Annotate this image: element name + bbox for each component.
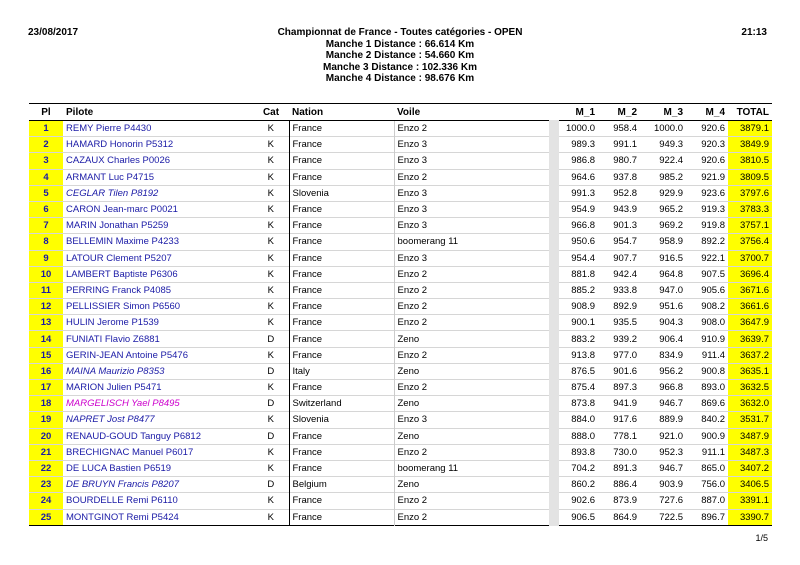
- col-header-pilote: Pilote: [63, 104, 253, 121]
- total-score: 3757.1: [728, 218, 772, 234]
- pilot-name: MONTGINOT Remi P5424: [66, 511, 179, 523]
- m1-score: 876.5: [571, 365, 595, 377]
- category-cell: D: [267, 365, 275, 377]
- nation-cell: France: [289, 299, 394, 315]
- m1-score: 884.0: [571, 414, 595, 426]
- m3-score: 1000.0: [653, 123, 683, 135]
- m2-score: 886.4: [613, 479, 637, 491]
- manche-3-distance: Manche 3 Distance : 102.336 Km: [323, 61, 477, 73]
- category-cell: K: [267, 495, 274, 507]
- table-row: [29, 266, 772, 282]
- category-cell: K: [267, 171, 274, 183]
- col-header-m2: M_2: [598, 104, 640, 121]
- m4-score: 920.3: [701, 139, 725, 151]
- m1-score: 881.8: [571, 268, 595, 280]
- m3-score: 921.0: [659, 430, 683, 442]
- m1-score: 991.3: [571, 187, 595, 199]
- pilot-name: CAZAUX Charles P0026: [66, 155, 171, 167]
- glider-cell: Enzo 2: [394, 347, 554, 363]
- col-header-cat: Cat: [253, 104, 289, 121]
- table-row: [29, 331, 772, 347]
- m1-score: 860.2: [571, 479, 595, 491]
- m4-score: 911.4: [701, 349, 725, 361]
- glider-cell: Zeno: [394, 396, 554, 412]
- m3-score: 922.4: [659, 155, 683, 167]
- table-row: [29, 218, 772, 234]
- nation-cell: France: [289, 169, 394, 185]
- pilot-name: ARMANT Luc P4715: [66, 171, 155, 183]
- m3-score: 947.0: [659, 284, 683, 296]
- m3-score: 952.3: [659, 446, 683, 458]
- category-cell: K: [267, 284, 274, 296]
- nation-cell: Switzerland: [289, 396, 394, 412]
- m4-score: 919.3: [701, 204, 725, 216]
- category-cell: K: [267, 382, 274, 394]
- m2-score: 864.9: [613, 511, 637, 523]
- table-row: [29, 282, 772, 298]
- results-body: [29, 121, 772, 526]
- m1-score: 902.6: [571, 495, 595, 507]
- m4-score: 900.9: [701, 430, 725, 442]
- glider-cell: Zeno: [394, 363, 554, 379]
- nation-cell: France: [289, 266, 394, 282]
- page-number: 1/5: [755, 533, 768, 543]
- glider-cell: Enzo 2: [394, 266, 554, 282]
- m4-score: 920.6: [701, 123, 725, 135]
- glider-cell: Enzo 3: [394, 250, 554, 266]
- pilot-name: NAPRET Jost P8477: [66, 414, 155, 426]
- m4-score: 921.9: [701, 171, 725, 183]
- nation-cell: France: [289, 218, 394, 234]
- category-cell: K: [267, 187, 274, 199]
- m3-score: 985.2: [659, 171, 683, 183]
- m3-score: 904.3: [659, 317, 683, 329]
- total-score: 3487.3: [728, 444, 772, 460]
- m2-score: 977.0: [613, 349, 637, 361]
- nation-cell: France: [289, 201, 394, 217]
- m2-score: 952.8: [613, 187, 637, 199]
- m2-score: 778.1: [613, 430, 637, 442]
- col-header-m3: M_3: [640, 104, 686, 121]
- pilot-name: FUNIATI Flavio Z6881: [66, 333, 160, 345]
- category-cell: K: [267, 220, 274, 232]
- m1-score: 875.4: [571, 382, 595, 394]
- pilot-name: DE LUCA Bastien P6519: [66, 463, 172, 475]
- m3-score: 889.9: [659, 414, 683, 426]
- m1-score: 704.2: [571, 463, 595, 475]
- glider-cell: Enzo 3: [394, 218, 554, 234]
- pilot-name: MAINA Maurizio P8353: [66, 365, 165, 377]
- title-block: [200, 27, 600, 85]
- category-cell: K: [267, 463, 274, 475]
- table-row: [29, 250, 772, 266]
- glider-cell: Enzo 2: [394, 299, 554, 315]
- category-cell: K: [267, 414, 274, 426]
- total-score: 3632.0: [728, 396, 772, 412]
- table-row: [29, 477, 772, 493]
- m2-score: 897.3: [613, 382, 637, 394]
- m2-score: 917.6: [613, 414, 637, 426]
- table-row: [29, 380, 772, 396]
- category-cell: K: [267, 446, 274, 458]
- nation-cell: France: [289, 428, 394, 444]
- m2-score: 937.8: [613, 171, 637, 183]
- pilot-name: PERRING Franck P4085: [66, 284, 172, 296]
- pilot-name: DE BRUYN Francis P8207: [66, 479, 179, 491]
- nation-cell: France: [289, 509, 394, 525]
- header-row: [29, 104, 772, 121]
- total-score: 3390.7: [728, 509, 772, 525]
- m1-score: 913.8: [571, 349, 595, 361]
- m1-score: 900.1: [571, 317, 595, 329]
- total-score: 3632.5: [728, 380, 772, 396]
- m4-score: 869.6: [701, 398, 725, 410]
- nation-cell: France: [289, 250, 394, 266]
- col-header-total: TOTAL: [728, 104, 772, 121]
- category-cell: K: [267, 317, 274, 329]
- rank-cell: 2: [29, 137, 63, 153]
- pilot-name: LATOUR Clement P5207: [66, 252, 172, 264]
- category-cell: K: [267, 123, 274, 135]
- col-header-voile: Voile: [394, 104, 554, 121]
- pilot-name: CARON Jean-marc P0021: [66, 204, 178, 216]
- rank-cell: 21: [29, 444, 63, 460]
- glider-cell: Zeno: [394, 331, 554, 347]
- m4-score: 907.5: [701, 268, 725, 280]
- m2-score: 873.9: [613, 495, 637, 507]
- m1-score: 964.6: [571, 171, 595, 183]
- glider-cell: Enzo 3: [394, 153, 554, 169]
- m1-score: 908.9: [571, 301, 595, 313]
- total-score: 3406.5: [728, 477, 772, 493]
- category-cell: D: [267, 333, 275, 345]
- m3-score: 969.2: [659, 220, 683, 232]
- rank-cell: 15: [29, 347, 63, 363]
- table-row: [29, 493, 772, 509]
- table-row: [29, 444, 772, 460]
- pilot-name: CEGLAR Tilen P8192: [66, 187, 159, 199]
- m4-score: 911.1: [701, 446, 725, 458]
- rank-cell: 3: [29, 153, 63, 169]
- total-score: 3671.6: [728, 282, 772, 298]
- table-row: [29, 169, 772, 185]
- glider-cell: Enzo 3: [394, 412, 554, 428]
- pilot-name: HAMARD Honorin P5312: [66, 139, 174, 151]
- category-cell: K: [267, 252, 274, 264]
- pilot-name: LAMBERT Baptiste P6306: [66, 268, 178, 280]
- m1-score: 1000.0: [565, 123, 595, 135]
- m3-score: 964.8: [659, 268, 683, 280]
- m4-score: 892.2: [701, 236, 725, 248]
- rank-cell: 20: [29, 428, 63, 444]
- glider-cell: Enzo 2: [394, 282, 554, 298]
- m2-score: 907.7: [613, 252, 637, 264]
- rank-cell: 12: [29, 299, 63, 315]
- total-score: 3849.9: [728, 137, 772, 153]
- m1-score: 883.2: [571, 333, 595, 345]
- m2-score: 980.7: [613, 155, 637, 167]
- nation-cell: France: [289, 380, 394, 396]
- m3-score: 965.2: [659, 204, 683, 216]
- table-row: [29, 315, 772, 331]
- total-score: 3797.6: [728, 185, 772, 201]
- pilot-name: BRECHIGNAC Manuel P6017: [66, 446, 194, 458]
- category-cell: K: [267, 349, 274, 361]
- rank-cell: 17: [29, 380, 63, 396]
- m3-score: 929.9: [659, 187, 683, 199]
- nation-cell: Slovenia: [289, 185, 394, 201]
- m1-score: 950.6: [571, 236, 595, 248]
- total-score: 3391.1: [728, 493, 772, 509]
- m1-score: 986.8: [571, 155, 595, 167]
- total-score: 3407.2: [728, 460, 772, 476]
- table-row: [29, 185, 772, 201]
- pilot-name: MARION Julien P5471: [66, 382, 162, 394]
- nation-cell: France: [289, 282, 394, 298]
- total-score: 3696.4: [728, 266, 772, 282]
- nation-cell: France: [289, 493, 394, 509]
- table-row: [29, 234, 772, 250]
- rank-cell: 14: [29, 331, 63, 347]
- table-row: [29, 363, 772, 379]
- col-header-nation: Nation: [289, 104, 394, 121]
- nation-cell: Italy: [289, 363, 394, 379]
- m1-score: 893.8: [571, 446, 595, 458]
- rank-cell: 24: [29, 493, 63, 509]
- m2-score: 958.4: [613, 123, 637, 135]
- total-score: 3661.6: [728, 299, 772, 315]
- m4-score: 893.0: [701, 382, 725, 394]
- category-cell: D: [267, 479, 275, 491]
- rank-cell: 9: [29, 250, 63, 266]
- table-row: [29, 347, 772, 363]
- m3-score: 958.9: [659, 236, 683, 248]
- m4-score: 908.0: [701, 317, 725, 329]
- total-score: 3639.7: [728, 331, 772, 347]
- m3-score: 916.5: [659, 252, 683, 264]
- nation-cell: Belgium: [289, 477, 394, 493]
- m4-score: 840.2: [701, 414, 725, 426]
- m2-score: 730.0: [613, 446, 637, 458]
- glider-cell: boomerang 11: [394, 460, 554, 476]
- nation-cell: Slovenia: [289, 412, 394, 428]
- nation-cell: France: [289, 460, 394, 476]
- rank-cell: 10: [29, 266, 63, 282]
- m3-score: 906.4: [659, 333, 683, 345]
- m4-score: 865.0: [701, 463, 725, 475]
- total-score: 3531.7: [728, 412, 772, 428]
- glider-cell: Enzo 2: [394, 121, 554, 137]
- table-row: [29, 153, 772, 169]
- print-time: 21:13: [741, 27, 767, 38]
- m3-score: 946.7: [659, 398, 683, 410]
- glider-cell: Enzo 2: [394, 493, 554, 509]
- nation-cell: France: [289, 121, 394, 137]
- col-header-pl: Pl: [29, 104, 63, 121]
- m2-score: 954.7: [613, 236, 637, 248]
- m2-score: 942.4: [613, 268, 637, 280]
- glider-cell: Enzo 2: [394, 509, 554, 525]
- total-score: 3756.4: [728, 234, 772, 250]
- rank-cell: 16: [29, 363, 63, 379]
- m3-score: 946.7: [659, 463, 683, 475]
- total-score: 3809.5: [728, 169, 772, 185]
- m3-score: 722.5: [659, 511, 683, 523]
- glider-cell: Enzo 3: [394, 185, 554, 201]
- m3-score: 951.6: [659, 301, 683, 313]
- m4-score: 919.8: [701, 220, 725, 232]
- m1-score: 885.2: [571, 284, 595, 296]
- m2-score: 939.2: [613, 333, 637, 345]
- m3-score: 834.9: [659, 349, 683, 361]
- table-row: [29, 509, 772, 525]
- nation-cell: France: [289, 444, 394, 460]
- glider-cell: Enzo 2: [394, 169, 554, 185]
- manche-2-distance: Manche 2 Distance : 54.660 Km: [325, 50, 475, 61]
- m2-score: 991.1: [613, 139, 637, 151]
- nation-cell: France: [289, 331, 394, 347]
- total-score: 3635.1: [728, 363, 772, 379]
- m3-score: 966.8: [659, 382, 683, 394]
- nation-cell: France: [289, 315, 394, 331]
- category-cell: K: [267, 301, 274, 313]
- table-row: [29, 299, 772, 315]
- m1-score: 954.4: [571, 252, 595, 264]
- m4-score: 887.0: [701, 495, 725, 507]
- table-row: [29, 460, 772, 476]
- m4-score: 756.0: [701, 479, 725, 491]
- m2-score: 891.3: [613, 463, 637, 475]
- total-score: 3647.9: [728, 315, 772, 331]
- category-cell: K: [267, 268, 274, 280]
- m4-score: 922.1: [701, 252, 725, 264]
- glider-cell: Enzo 3: [394, 137, 554, 153]
- category-cell: K: [267, 155, 274, 167]
- table-row: [29, 121, 772, 137]
- m2-score: 943.9: [613, 204, 637, 216]
- manche-1-distance: Manche 1 Distance : 66.614 Km: [325, 38, 475, 50]
- nation-cell: France: [289, 153, 394, 169]
- m2-score: 935.5: [613, 317, 637, 329]
- table-row: [29, 396, 772, 412]
- table-row: [29, 412, 772, 428]
- rank-cell: 23: [29, 477, 63, 493]
- pilot-name: REMY Pierre P4430: [66, 123, 152, 135]
- m2-score: 892.9: [613, 301, 637, 313]
- m4-score: 908.2: [701, 301, 725, 313]
- m4-score: 920.6: [701, 155, 725, 167]
- rank-cell: 4: [29, 169, 63, 185]
- category-cell: K: [267, 139, 274, 151]
- category-cell: K: [267, 236, 274, 248]
- m1-score: 966.8: [571, 220, 595, 232]
- rank-cell: 19: [29, 412, 63, 428]
- glider-cell: Zeno: [394, 428, 554, 444]
- m1-score: 906.5: [571, 511, 595, 523]
- results-table: [29, 103, 772, 526]
- pilot-name: RENAUD-GOUD Tanguy P6812: [66, 430, 201, 442]
- pilot-name: GERIN-JEAN Antoine P5476: [66, 349, 188, 361]
- col-header-m4: M_4: [686, 104, 728, 121]
- manche-4-distance: Manche 4 Distance : 98.676 Km: [325, 73, 475, 84]
- table-row: [29, 428, 772, 444]
- total-score: 3700.7: [728, 250, 772, 266]
- page-title: Championnat de France - Toutes catégories - OPEN: [277, 27, 523, 38]
- rank-cell: 18: [29, 396, 63, 412]
- pilot-name: PELLISSIER Simon P6560: [66, 301, 181, 313]
- rank-cell: 7: [29, 218, 63, 234]
- total-score: 3810.5: [728, 153, 772, 169]
- m1-score: 989.3: [571, 139, 595, 151]
- m4-score: 910.9: [701, 333, 725, 345]
- glider-cell: Enzo 2: [394, 380, 554, 396]
- m4-score: 900.8: [701, 365, 725, 377]
- category-cell: K: [267, 204, 274, 216]
- m1-score: 888.0: [571, 430, 595, 442]
- rank-cell: 13: [29, 315, 63, 331]
- m2-score: 933.8: [613, 284, 637, 296]
- m3-score: 727.6: [659, 495, 683, 507]
- m3-score: 949.3: [659, 139, 683, 151]
- nation-cell: France: [289, 234, 394, 250]
- glider-cell: Zeno: [394, 477, 554, 493]
- m2-score: 901.6: [613, 365, 637, 377]
- pilot-name: BELLEMIN Maxime P4233: [66, 236, 179, 248]
- rank-cell: 11: [29, 282, 63, 298]
- total-score: 3783.3: [728, 201, 772, 217]
- glider-cell: Enzo 2: [394, 315, 554, 331]
- m4-score: 896.7: [701, 511, 725, 523]
- category-cell: D: [267, 430, 275, 442]
- rank-cell: 6: [29, 201, 63, 217]
- rank-cell: 1: [29, 121, 63, 137]
- m2-score: 901.3: [613, 220, 637, 232]
- glider-cell: Enzo 2: [394, 444, 554, 460]
- pilot-name: MARGELISCH Yael P8495: [66, 398, 180, 410]
- m2-score: 941.9: [613, 398, 637, 410]
- m4-score: 923.6: [701, 187, 725, 199]
- m3-score: 903.9: [659, 479, 683, 491]
- nation-cell: France: [289, 347, 394, 363]
- rank-cell: 25: [29, 509, 63, 525]
- print-date: 23/08/2017: [28, 27, 79, 38]
- category-cell: K: [267, 511, 274, 523]
- m1-score: 954.9: [571, 204, 595, 216]
- m4-score: 905.6: [701, 284, 725, 296]
- glider-cell: Enzo 3: [394, 201, 554, 217]
- total-score: 3879.1: [728, 121, 772, 137]
- m3-score: 956.2: [659, 365, 683, 377]
- nation-cell: France: [289, 137, 394, 153]
- glider-cell: boomerang 11: [394, 234, 554, 250]
- rank-cell: 5: [29, 185, 63, 201]
- table-row: [29, 137, 772, 153]
- m1-score: 873.8: [571, 398, 595, 410]
- col-header-m1: M_1: [554, 104, 598, 121]
- pilot-name: HULIN Jerome P1539: [66, 317, 159, 329]
- rank-cell: 22: [29, 460, 63, 476]
- table-row: [29, 201, 772, 217]
- pilot-name: MARIN Jonathan P5259: [66, 220, 169, 232]
- category-cell: D: [267, 398, 275, 410]
- total-score: 3487.9: [728, 428, 772, 444]
- total-score: 3637.2: [728, 347, 772, 363]
- pilot-name: BOURDELLE Remi P6110: [66, 495, 178, 507]
- rank-cell: 8: [29, 234, 63, 250]
